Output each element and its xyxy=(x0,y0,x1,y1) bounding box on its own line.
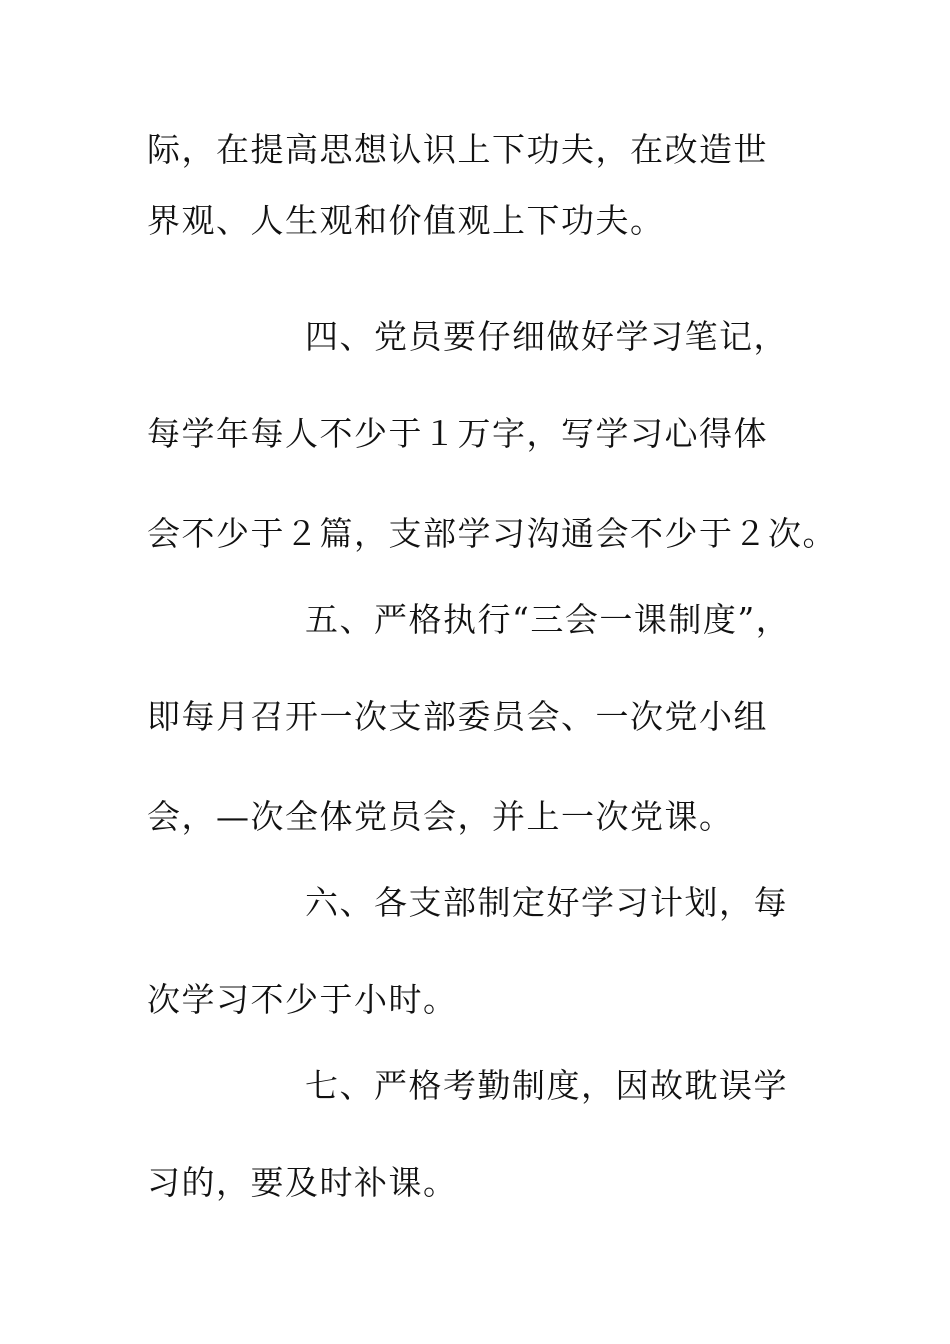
item-6-heading-line: 六、各支部制定好学习计划，每 xyxy=(305,883,788,922)
text-line-10: 次学习不少于小时。 xyxy=(147,980,458,1019)
text-line-8: 会，—次全体党员会，并上一次党课。 xyxy=(147,797,734,836)
text-line-12: 习的，要及时补课。 xyxy=(147,1163,458,1202)
text-line-1: 际，在提高思想认识上下功夫，在改造世 xyxy=(147,130,768,169)
text-line-5: 会不少于２篇，支部学习沟通会不少于２次。 xyxy=(147,514,837,553)
item-5-heading-line: 五、严格执行“三会一课制度”， xyxy=(305,600,791,639)
item-4-heading-line: 四、党员要仔细做好学习笔记， xyxy=(305,317,788,356)
text-line-7: 即每月召开一次支部委员会、一次党小组 xyxy=(147,697,768,736)
item-7-heading-line: 七、严格考勤制度，因故耽误学 xyxy=(305,1066,788,1105)
text-line-4: 每学年每人不少于１万字，写学习心得体 xyxy=(147,414,768,453)
text-line-2: 界观、人生观和价值观上下功夫。 xyxy=(147,201,665,240)
